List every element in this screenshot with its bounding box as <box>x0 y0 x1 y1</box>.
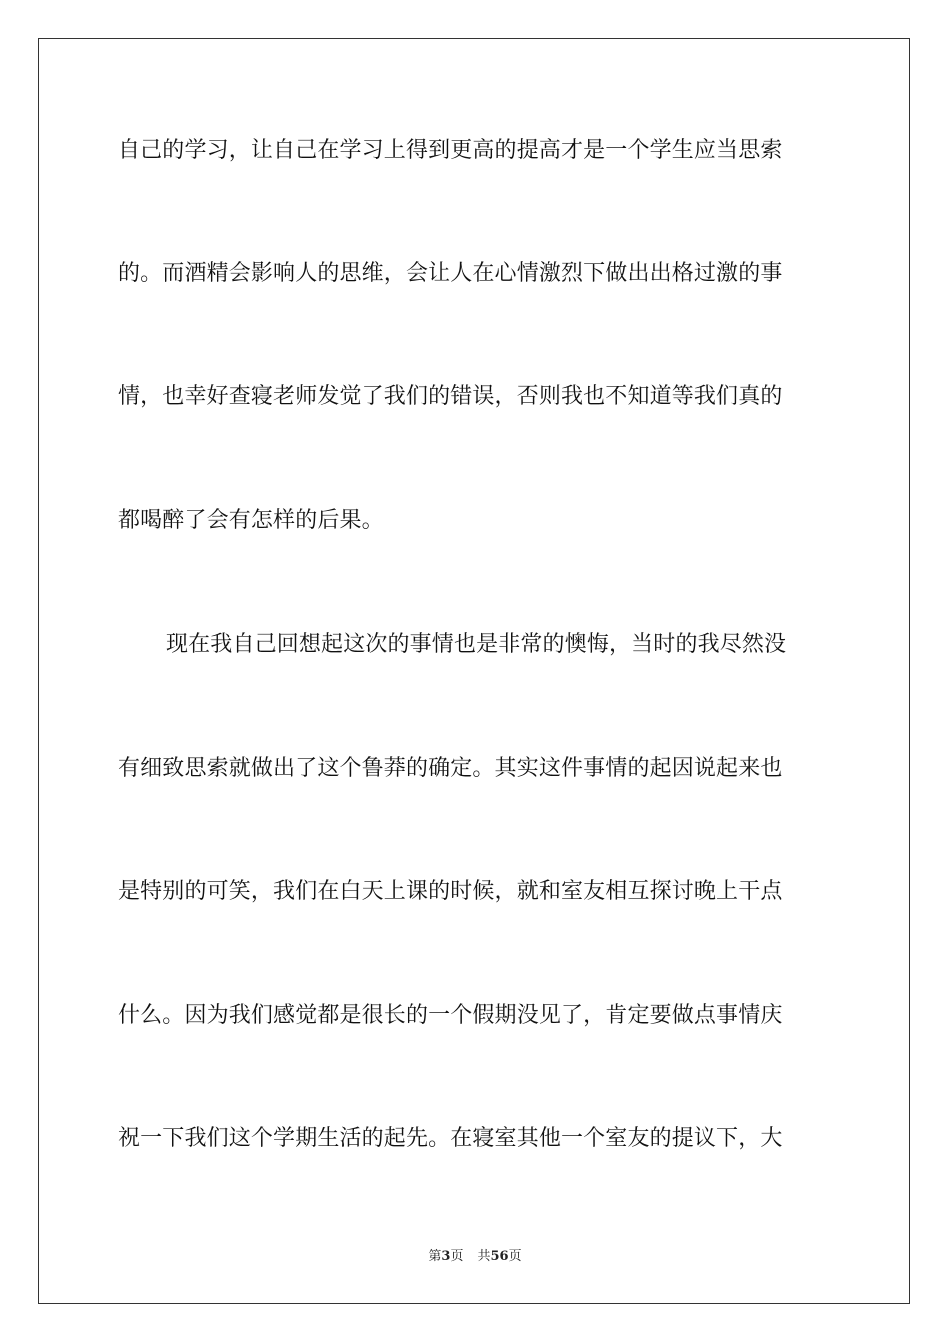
total-pages: 56 <box>490 1249 509 1264</box>
body-line-1: 自己的学习，让自己在学习上得到更高的提高才是一个学生应当思索 <box>118 138 783 163</box>
body-line-8: 什么。因为我们感觉都是很长的一个假期没见了，肯定要做点事情庆 <box>118 1003 783 1028</box>
page-footer <box>0 1248 950 1266</box>
page-number: 3 <box>441 1249 451 1264</box>
body-line-6: 有细致思索就做出了这个鲁莽的确定。其实这件事情的起因说起来也 <box>118 756 783 781</box>
body-line-4: 都喝醉了会有怎样的后果。 <box>118 508 384 533</box>
body-line-3: 情，也幸好查寝老师发觉了我们的错误，否则我也不知道等我们真的 <box>118 384 783 409</box>
page-prefix: 第 <box>428 1249 442 1264</box>
page-border <box>38 38 910 1304</box>
body-line-2: 的。而酒精会影响人的思维，会让人在心情激烈下做出出格过激的事 <box>118 261 783 286</box>
body-line-9: 祝一下我们这个学期生活的起先。在寝室其他一个室友的提议下，大 <box>118 1126 783 1151</box>
body-line-5-paragraph-start: 现在我自己回想起这次的事情也是非常的懊悔，当时的我尽然没 <box>166 632 787 657</box>
total-suffix: 页 <box>508 1249 522 1264</box>
page-suffix: 页 <box>450 1249 464 1264</box>
body-line-7: 是特别的可笑，我们在白天上课的时候，就和室友相互探讨晚上干点 <box>118 879 783 904</box>
total-prefix: 共 <box>477 1249 491 1264</box>
